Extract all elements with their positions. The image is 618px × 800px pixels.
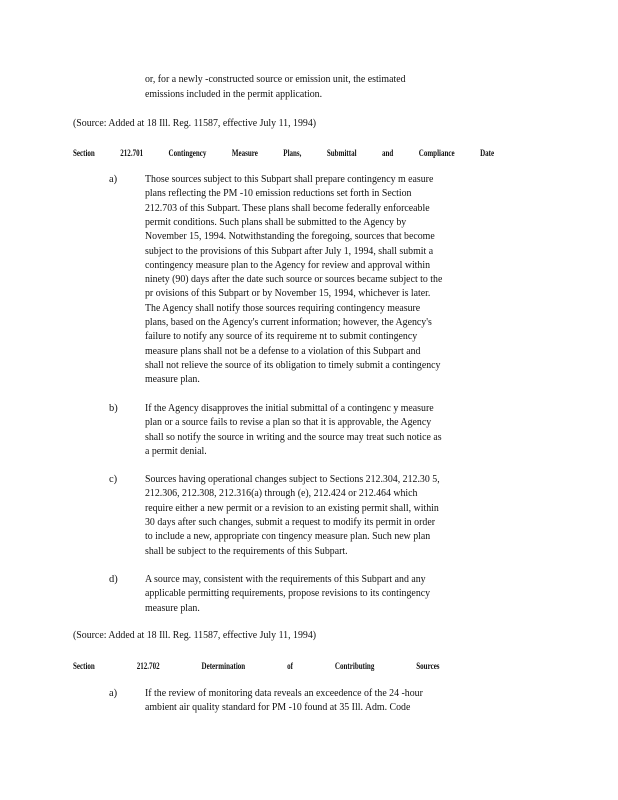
section-title-word: and	[381, 148, 394, 158]
section-title-word: Contributing	[334, 661, 375, 671]
paragraph-marker: d)	[109, 574, 118, 585]
paragraph-line: plan or a source fails to revise a plan so that it is approvable, the Agency	[145, 417, 432, 429]
paragraph-line: measure plans shall not be a defense to a violation of this Subpart and	[145, 345, 421, 357]
paragraph-line: permit conditions. Such plans shall be submitted to the Agency by	[145, 216, 407, 228]
section-title-word: of	[287, 661, 293, 671]
section-title-word: Sources	[416, 661, 440, 671]
paragraph-line: failure to notify any source of its requireme nt to submit contingency	[145, 331, 418, 343]
paragraph-line: applicable permitting requirements, propose revisions to its contingency	[145, 588, 431, 600]
section-title-word: Contingency	[168, 148, 207, 158]
paragraph-line: Sources having operational changes subject to Sections 212.304, 212.30 5,	[145, 474, 440, 485]
paragraph-line: plans reflecting the PM -10 emission reductions set forth in Section	[145, 188, 412, 200]
paragraph-marker: c)	[109, 474, 118, 485]
paragraph-line: 30 days after such changes, submit a request to modify its permit in order	[145, 516, 436, 528]
section-title-word: Plans,	[283, 148, 302, 158]
section-label: Section	[73, 661, 95, 671]
paragraph-line: a permit denial.	[145, 445, 207, 457]
paragraph-line: measure plan.	[145, 602, 200, 614]
section-number: 212.702	[136, 661, 160, 671]
paragraph-marker: b)	[109, 403, 118, 414]
section-heading-212-701	[73, 147, 494, 159]
paragraph-line: require either a new permit or a revision to an existing permit shall, within	[145, 502, 439, 514]
intro-line: or, for a newly -constructed source or emission unit, the estimated	[145, 74, 406, 85]
paragraph-line: contingency measure plan to the Agency for review and approval within	[145, 259, 431, 271]
section-title-word: Submittal	[326, 148, 357, 158]
paragraph-line: plans, based on the Agency's current information; however, the Agency's	[145, 317, 432, 328]
paragraph-line: ambient air quality standard for PM -10 found at 35 Ill. Adm. Code	[145, 702, 411, 714]
paragraph-line: November 15, 1994. Notwithstanding the foregoing, sources that become	[145, 231, 435, 243]
section-number: 212.701	[120, 148, 144, 158]
paragraph-line: If the review of monitoring data reveals an exceedence of the 24 -hour	[145, 688, 423, 699]
source-note: (Source: Added at 18 Ill. Reg. 11587, effective July 11, 1994)	[73, 118, 317, 129]
paragraph-marker: a)	[109, 174, 118, 185]
paragraph-line: shall so notify the source in writing and the source may treat such notice as	[145, 431, 442, 443]
source-note: (Source: Added at 18 Ill. Reg. 11587, effective July 11, 1994)	[73, 630, 317, 641]
paragraph-line: The Agency shall notify those sources requiring contingency measure	[145, 302, 421, 314]
paragraph-line: shall not relieve the source of its obligation to timely submit a contingency	[145, 359, 441, 371]
paragraph-line: measure plan.	[145, 374, 200, 386]
paragraph-line: ninety (90) days after the date such source or sources became subject to the	[145, 274, 443, 286]
section-title-word: Date	[480, 148, 495, 158]
paragraph-line: Those sources subject to this Subpart shall prepare contingency m easure	[145, 174, 434, 185]
paragraph-line: shall be subject to the requirements of this Subpart.	[145, 545, 348, 557]
paragraph-line: to include a new, appropriate con tingency measure plan. Such new plan	[145, 531, 431, 543]
section-title-word: Compliance	[418, 148, 455, 158]
paragraph-line: 212.306, 212.308, 212.316(a) through (e), 212.424 or 212.464 which	[145, 488, 418, 500]
paragraph-line: pr ovisions of this Subpart or by November 15, 1994, whichever is later.	[145, 288, 431, 300]
paragraph-line: If the Agency disapproves the initial submittal of a contingenc y measure	[145, 403, 434, 414]
paragraph-line: subject to the provisions of this Subpart after July 1, 1994, shall submit a	[145, 245, 434, 257]
intro-line: emissions included in the permit application.	[145, 89, 323, 100]
paragraph-line: 212.703 of this Subpart. These plans shall become federally enforceable	[145, 202, 430, 214]
section-heading-212-702	[73, 660, 440, 672]
section-label: Section	[73, 148, 95, 158]
section-title-word: Measure	[231, 148, 258, 158]
paragraph-line: A source may, consistent with the requirements of this Subpart and any	[145, 574, 426, 585]
section-title-word: Determination	[201, 661, 246, 671]
paragraph-marker: a)	[109, 688, 118, 699]
